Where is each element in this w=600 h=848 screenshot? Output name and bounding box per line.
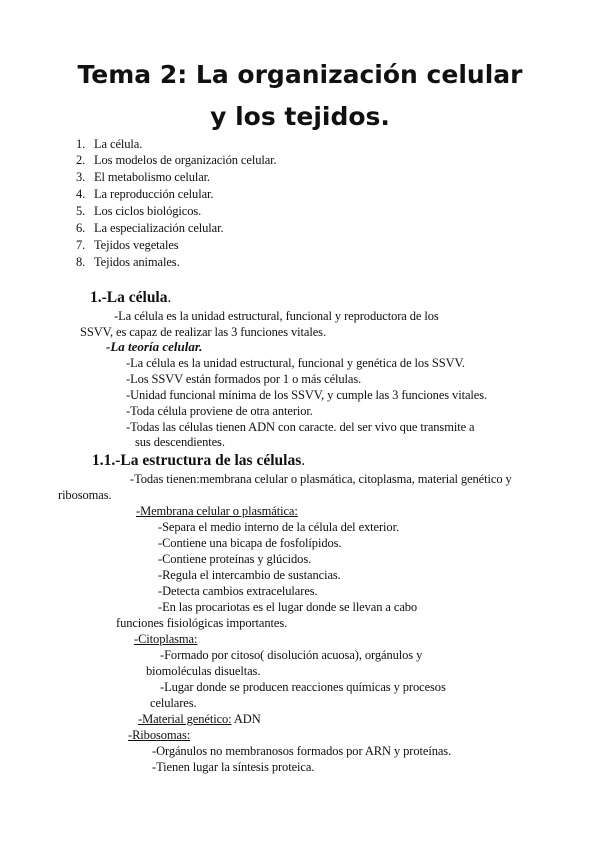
index-item: 1. La célula.	[76, 137, 143, 151]
index-item: 8. Tejidos animales.	[76, 255, 180, 269]
membrana-label: -Membrana celular o plasmática:	[136, 504, 298, 518]
subsection-heading: -La teoría celular.	[106, 339, 203, 354]
list-item: -Tienen lugar la síntesis proteica.	[152, 760, 315, 774]
list-item: -Contiene una bicapa de fosfolípidos.	[158, 536, 342, 550]
index-item: 6. La especialización celular.	[76, 221, 224, 235]
index-item: 3. El metabolismo celular.	[76, 170, 211, 184]
index-item: 2. Los modelos de organización celular.	[76, 153, 277, 167]
list-item: -Detecta cambios extracelulares.	[158, 584, 318, 598]
list-item: -En las procariotas es el lugar donde se llevan a cabo	[158, 600, 418, 614]
list-item: -Lugar donde se producen reacciones químicas y procesos	[160, 680, 446, 694]
paragraph-line: -La célula es la unidad estructural, funcional y reproductora de los	[114, 309, 439, 323]
paragraph-line: -Todas tienen:membrana celular o plasmática, citoplasma, material genético y	[130, 472, 512, 486]
list-item: biomoléculas disueltas.	[146, 664, 261, 678]
list-item: -Todas las células tienen ADN con caracte. del ser vivo que transmite a	[126, 420, 475, 434]
index-item: 4. La reproducción celular.	[76, 187, 214, 201]
list-item: sus descendientes.	[135, 435, 225, 449]
ribosomas-label: -Ribosomas:	[128, 728, 191, 742]
list-item: -Toda célula proviene de otra anterior.	[126, 404, 313, 418]
list-item: -Regula el intercambio de sustancias.	[158, 568, 341, 582]
index-item: 7. Tejidos vegetales	[76, 238, 179, 252]
list-item: celulares.	[150, 696, 197, 710]
list-item: -Formado por citoso( disolución acuosa), orgánulos y	[160, 648, 423, 662]
list-item: -Los SSVV están formados por 1 o más células.	[126, 372, 362, 386]
paragraph-line: ribosomas.	[58, 488, 112, 502]
list-item: -La célula es la unidad estructural, funcional y genética de los SSVV.	[126, 356, 465, 370]
list-item: funciones fisiológicas importantes.	[116, 616, 288, 630]
section-heading: 1.-La célula.	[90, 289, 172, 306]
citoplasma-label: -Citoplasma:	[134, 632, 198, 646]
index-item: 5. Los ciclos biológicos.	[76, 204, 202, 218]
list-item: -Orgánulos no membranosos formados por ARN y proteínas.	[152, 744, 452, 758]
material-genetico-value: ADN	[231, 712, 261, 726]
paragraph-line: SSVV, es capaz de realizar las 3 funciones vitales.	[80, 325, 326, 339]
page-title-line-2: y los tejidos.	[210, 102, 390, 131]
list-item: -Unidad funcional mínima de los SSVV, y cumple las 3 funciones vitales.	[126, 388, 488, 402]
material-genetico-label: -Material genético:	[138, 712, 232, 726]
list-item: -Separa el medio interno de la célula del exterior.	[158, 520, 399, 534]
list-item: -Contiene proteínas y glúcidos.	[158, 552, 312, 566]
material-genetico-line	[138, 711, 261, 727]
page-title-line-1: Tema 2: La organización celular	[77, 60, 523, 89]
section-heading: 1.1.-La estructura de las células.	[92, 452, 306, 469]
